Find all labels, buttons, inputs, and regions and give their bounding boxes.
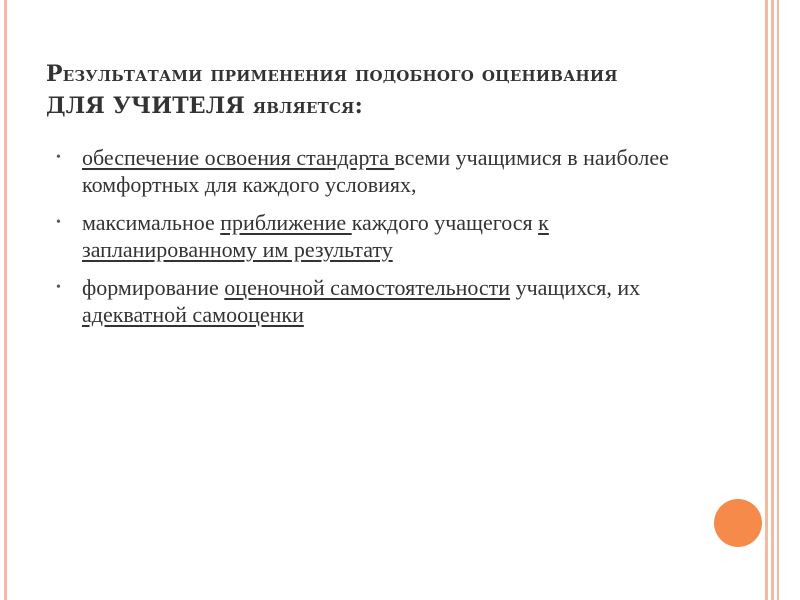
bullet-item-3 [56, 274, 716, 328]
bullet-3-text-underlined-1: оценочной самостоятельности [224, 275, 511, 300]
right-border-stripe-3 [777, 0, 779, 600]
bullet-3-text-2: учащихся, их [510, 275, 641, 300]
bullet-item-2 [56, 209, 716, 263]
bullet-marker-icon: • [56, 150, 61, 165]
bullet-3-text-underlined-2: адекватной самооценки [82, 302, 304, 327]
right-border-stripe-2 [771, 0, 774, 600]
slide-title [46, 58, 726, 122]
left-border-stripe [4, 0, 7, 600]
decorative-circle-icon [714, 499, 762, 547]
bullet-2-text-1: максимальное [82, 210, 221, 235]
bullet-1-text: всеми учащимися в наиболее комфортных для каждого условиях, [82, 145, 669, 197]
bullet-item-1 [56, 144, 716, 198]
slide-content [56, 144, 716, 339]
bullet-2-text-underlined-1: приближение [220, 210, 352, 235]
bullet-2-text-2: каждого учащегося [351, 210, 539, 235]
slide-title-line-1: Результатами применения подобного оценивания [46, 61, 618, 87]
bullet-marker-icon: • [56, 215, 61, 230]
slide-title-line-2: ДЛЯ УЧИТЕЛЯ является: [46, 93, 363, 119]
right-border-stripe-1 [765, 0, 768, 600]
bullet-marker-icon: • [56, 280, 61, 295]
bullet-2-text-underlined-2: к запланированному им результату [82, 210, 549, 262]
bullet-list [56, 144, 716, 328]
bullet-3-text-1: формирование [82, 275, 225, 300]
bullet-1-text-underlined: обеспечение освоения стандарта [82, 145, 395, 170]
